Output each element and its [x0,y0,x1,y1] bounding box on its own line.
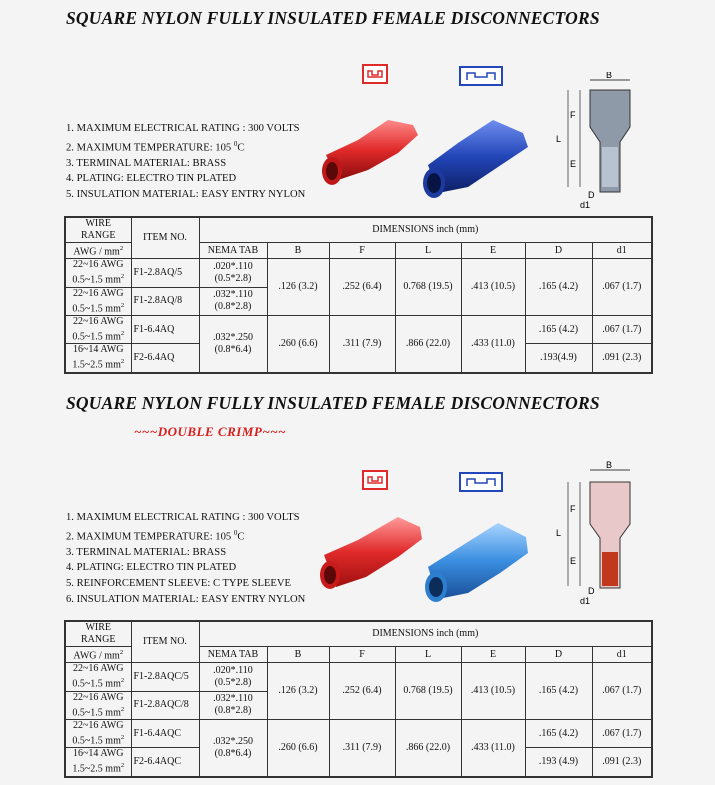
spec-item: 3. TERMINAL MATERIAL: BRASS [66,546,227,558]
spec-item: 2. MAXIMUM TEMPERATURE: 105 $^0$C [66,139,245,154]
svg-text:L: L [556,134,562,144]
svg-text:d1: d1 [580,200,591,210]
wire-range-header: WIRE RANGE [65,217,131,243]
spec-item: 4. PLATING: ELECTRO TIN PLATED [66,173,237,185]
svg-text:B: B [606,72,613,80]
col-header: B [267,647,329,663]
col-header: L [395,647,461,663]
dimension-drawing [548,72,643,212]
svg-text:D: D [588,190,595,200]
spec-list [66,121,305,203]
svg-text:D: D [588,586,595,596]
spec-item: 1. MAXIMUM ELECTRICAL RATING : 300 VOLTS [66,512,300,523]
col-header: D [525,647,592,663]
col-header: B [267,243,329,259]
spec-list [66,510,305,607]
blue-profile-icon [459,472,503,492]
col-header: F [329,243,395,259]
spec-item: 6. INSULATION MATERIAL: EASY ENTRY NYLON [66,593,306,605]
svg-text:E: E [570,159,577,169]
item-no-header: ITEM NO. [131,621,199,663]
dimensions-table [64,620,653,778]
svg-text:B: B [606,460,613,470]
red-profile-icon [362,470,388,490]
svg-text:F: F [570,110,576,120]
dimensions-table [64,216,653,374]
svg-text:d1: d1 [580,596,591,606]
awg-header: AWG / $mm^2$ [65,243,131,259]
table-row: 22~16 AWG 0.5~1.5 $mm^2$ F1-2.8AQ/8 .032*.110 (0.8*2.8) [65,287,652,315]
table-row: 16~14 AWG 1.5~2.5 $mm^2$ F2-6.4AQ .193(4.9) .091 (2.3) [65,344,652,373]
dimensions-header: DIMENSIONS inch (mm) [199,621,652,647]
spec-item: 5. INSULATION MATERIAL: EASY ENTRY NYLON [66,188,306,200]
col-header: NEMA TAB [199,243,267,259]
table-row: 22~16 AWG 0.5~1.5 $mm^2$ F1-2.8AQC/8 .032*.110 (0.8*2.8) [65,691,652,719]
spec-item: 4. PLATING: ELECTRO TIN PLATED [66,562,237,574]
table-row: 16~14 AWG 1.5~2.5 $mm^2$ F2-6.4AQC .193 (4.9) .091 (2.3) [65,748,652,777]
dimensions-header: DIMENSIONS inch (mm) [199,217,652,243]
col-header: E [461,243,525,259]
dimension-drawing [548,456,643,606]
item-no-header: ITEM NO. [131,217,199,259]
col-header: d1 [592,647,652,663]
red-profile-icon [362,64,388,84]
terminal-product-image [318,505,533,610]
section-title: SQUARE NYLON FULLY INSULATED FEMALE DISCONNECTORS [66,393,600,413]
terminal-product-image [318,95,533,205]
svg-text:E: E [570,556,577,566]
table-row: 22~16 AWG 0.5~1.5 $mm^2$ F1-6.4AQ .032*.250 (0.8*6.4) .260 (6.6) .311 (7.9) .866 (22.0) .433 (11.0) .165 (4.2) .067 (1.7) [65,315,652,343]
col-header: F [329,647,395,663]
spec-item: 2. MAXIMUM TEMPERATURE: 105 $^0$C [66,528,245,543]
col-header: NEMA TAB [199,647,267,663]
col-header: E [461,647,525,663]
wire-range-header: WIRE RANGE [65,621,131,647]
col-header: D [525,243,592,259]
section-title: SQUARE NYLON FULLY INSULATED FEMALE DISCONNECTORS [66,8,600,28]
table-row: 22~16 AWG 0.5~1.5 $mm^2$ F1-2.8AQC/5 .020*.110 (0.5*2.8) .126 (3.2) .252 (6.4) 0.768 (19.5) .413 (10.5) .165 (4.2) .067 (1.7) [65,663,652,691]
spec-item: 5. REINFORCEMENT SLEEVE: C TYPE SLEEVE [66,577,292,589]
table-row: 22~16 AWG 0.5~1.5 $mm^2$ F1-2.8AQ/5 .020*.110 (0.5*2.8) .126 (3.2) .252 (6.4) 0.768 (19.5) .413 (10.5) .165 (4.2) .067 (1.7) [65,259,652,287]
col-header: d1 [592,243,652,259]
blue-profile-icon [459,66,503,86]
table-row: 22~16 AWG 0.5~1.5 $mm^2$ F1-6.4AQC .032*.250 (0.8*6.4) .260 (6.6) .311 (7.9) .866 (22.0) .433 (11.0) .165 (4.2) .067 (1.7) [65,719,652,747]
spec-item: 1. MAXIMUM ELECTRICAL RATING : 300 VOLTS [66,123,300,134]
col-header: L [395,243,461,259]
section-subtitle: ~~~DOUBLE CRIMP~~~ [134,424,287,439]
svg-text:L: L [556,528,562,538]
awg-header: AWG / $mm^2$ [65,647,131,663]
spec-item: 3. TERMINAL MATERIAL: BRASS [66,157,227,169]
svg-text:F: F [570,504,576,514]
